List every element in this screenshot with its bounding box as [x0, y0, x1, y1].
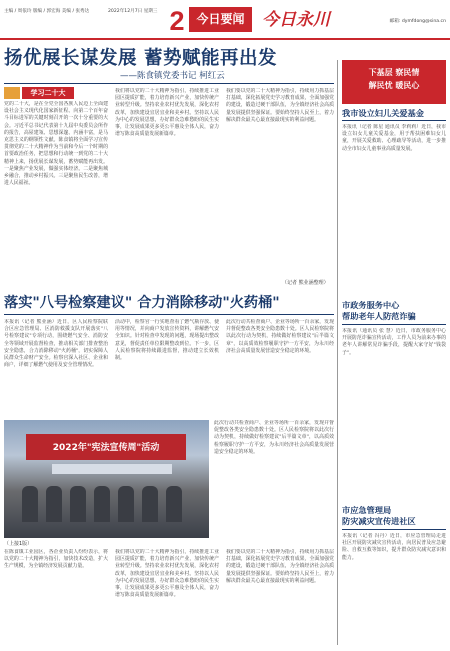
second-column-2: 活动中，检察官一行实地查看了燃气瓶存放、使用等情况，并向商户发放宣传资料，讲解燃气安全知识。针对检查中发现的问题，现场提出整改意见，督促责任单位限期整改到位。下一步，区人民检察院将持续跟进监督，推动建立长效机制。: [115, 319, 219, 362]
photo-person: [166, 486, 182, 522]
second-column-3: 此次行动共检查商户、企业等场所一百余家，发现并督促整改各类安全隐患数十处。区人民检察院将以此次行动为契机，持续做好检察建议"后半篇文章"，以高质效检察履职守护一方平安，为永川经济社会高质量发展营造安全稳定的环境。: [226, 319, 334, 354]
photo-person: [22, 486, 38, 522]
page-number: 2: [169, 6, 185, 36]
photo-person: [94, 486, 110, 522]
photo-person: [70, 486, 86, 522]
section-title: 今日要闻: [189, 7, 252, 32]
headline-divider: [4, 83, 334, 84]
right-item-3-title: 市应急管理局 防灾减灾宣传进社区: [342, 505, 416, 526]
lead-column-1: 党的二十大，是在全党全国各族人民迈上全面建设社会主义现代化国家新征程、向第二个百年奋斗目标进军的关键时刻召开的一次十分重要的大会。习近平总书记代表第十九届中央委员会所作的报告，高屋建瓴、思想深邃、内涵丰富，是马克思主义的纲领性文献。陈食镇将全面学习宣传贯彻党的二十大精神作为当前和今后一个时期的首要政治任务，把思想和行动统一到党的二十大精神上来，扬优展长谋发展，蓄势赋能再出发。一是聚焦产业发展，做强实体经济。二是聚焦城乡融合，推动乡村振兴。三是聚焦民生改善，增进人民福祉。: [4, 101, 108, 187]
right-item-1-divider: [342, 120, 446, 121]
right-item-2-title: 市政务服务中心 帮助老年人防范诈骗: [342, 300, 416, 321]
continued-label: （上接1版）: [4, 541, 33, 547]
lead-signature: （记者 熊业涵整理）: [282, 280, 329, 286]
event-photo: [4, 420, 209, 538]
right-item-3-divider: [342, 529, 446, 530]
lead-kicker: 学习二十大: [22, 87, 74, 99]
masthead-meta: 主编 / 周依玲 版编 / 郭宏海 美编 / 张秀达: [4, 9, 90, 14]
bottom-column-2: 我们将以党的二十大精神为指引，持续推进工业园区提质扩能，着力培育新兴产业，加快传统产业转型升级。坚持农业农村优先发展，深化农村改革，加快建设宜居宜业和美乡村。坚持以人民为中心的发展思想，办好群众急难愁盼的民生实事，让发展成果更多更公平惠及全体人民，奋力谱写陈食高质量发展新篇章。: [115, 549, 219, 599]
editor-email: 邮箱: dymfdong@sina.cn: [389, 19, 446, 24]
photo-banner-text: 2022年"宪法宣传周"活动: [52, 443, 160, 453]
bottom-column-3: 我们要以党的二十大精神为指引，持续用力抓基层打基础，深化拓展党史学习教育成果，全面加强党的建设，锻造过硬干部队伍，为全镇经济社会高质量发展提供坚强保证。要始终坚持人民至上，着力解决群众最关心最直接最现实的利益问题。: [226, 549, 334, 584]
right-item-2-divider: [342, 324, 446, 325]
right-item-2-text: 本报讯（通讯员 张 慧）近日，市政务服务中心开展防范诈骗宣传活动，工作人员为前来办事的老年人讲解常见诈骗手段，提醒大家守好"钱袋子"。: [342, 328, 446, 356]
right-banner-text: 下基层 察民情 解民忧 暖民心: [368, 68, 420, 90]
bottom-column-1: 在陈食镇工业园区，各企业负责人纷纷表示，将以党的二十大精神为指引，加快技术改造，扩大生产规模，为全镇经济发展贡献力量。: [4, 549, 108, 570]
photo-person: [46, 486, 62, 522]
right-item-1-title: 我市设立妇儿关爱基金: [342, 108, 424, 118]
right-item-3-text: 本报讯（记者 冯丹）近日，市应急管理局走进社区开展防灾减灾宣传活动，向居民普及应急避险、自救互救等知识，提升群众防灾减灾意识和能力。: [342, 533, 446, 561]
newspaper-logo: 今日永川: [262, 10, 330, 30]
lead-column-2: 我们将以党的二十大精神为指引，持续推进工业园区提质扩能，着力培育新兴产业，加快传统产业转型升级。坚持农业农村优先发展，深化农村改革，加快建设宜居宜业和美乡村。坚持以人民为中心的发展思想，办好群众急难愁盼的民生实事，让发展成果更多更公平惠及全体人民，奋力谱写陈食高质量发展新篇章。: [115, 88, 219, 138]
photo-person: [118, 486, 134, 522]
photo-person: [142, 486, 158, 522]
photo-side-text: 此次行动共检查商户、企业等场所一百余家，发现并督促整改各类安全隐患数十处。区人民检察院将以此次行动为契机，持续做好检察建议"后半篇文章"，以高质效检察履职守护一方平安，为永川经济社会高质量发展营造安全稳定的环境。: [214, 420, 334, 455]
masthead-date: 2022年12月7日 星期三: [108, 9, 158, 14]
right-item-1-text: 本报讯（记者 陈星 通讯员 李莉莉）近日，我市设立妇女儿童关爱基金，用于帮扶困难妇女儿童，开展关爱救助、心理疏导等活动，进一步推动全市妇女儿童事业高质量发展。: [342, 124, 446, 152]
lead-headline: 扬优展长谋发展 蓄势赋能再出发: [4, 48, 277, 69]
lead-column-3: 我们要以党的二十大精神为指引，持续用力抓基层打基础，深化拓展党史学习教育成果，全面加强党的建设，锻造过硬干部队伍，为全镇经济社会高质量发展提供坚强保证。要始终坚持人民至上，着力解决群众最关心最直接最现实的利益问题。: [226, 88, 334, 123]
column-divider: [337, 60, 338, 645]
second-divider: [4, 314, 334, 315]
second-column-1: 本报讯（记者 熊业涵）近日，区人民检察院联合区应急管理局、区消防救援支队开展落实"八号检察建议"专项行动，围绕燃气安全、消防安全等领域开展监督检查，推动相关部门排查整治安全隐患，合力消除移动"火药桶"，切实保障人民群众生命财产安全。检察官深入社区、企业和商户，详细了解燃气使用及安全管理情况。: [4, 319, 108, 369]
kicker-tag: [4, 87, 20, 99]
photo-tent: [52, 464, 172, 474]
masthead: [0, 0, 450, 40]
second-headline: 落实"八号检察建议" 合力消除移动"火药桶": [4, 295, 280, 311]
lead-byline: ——陈食镇党委书记 柯红云: [120, 71, 225, 81]
